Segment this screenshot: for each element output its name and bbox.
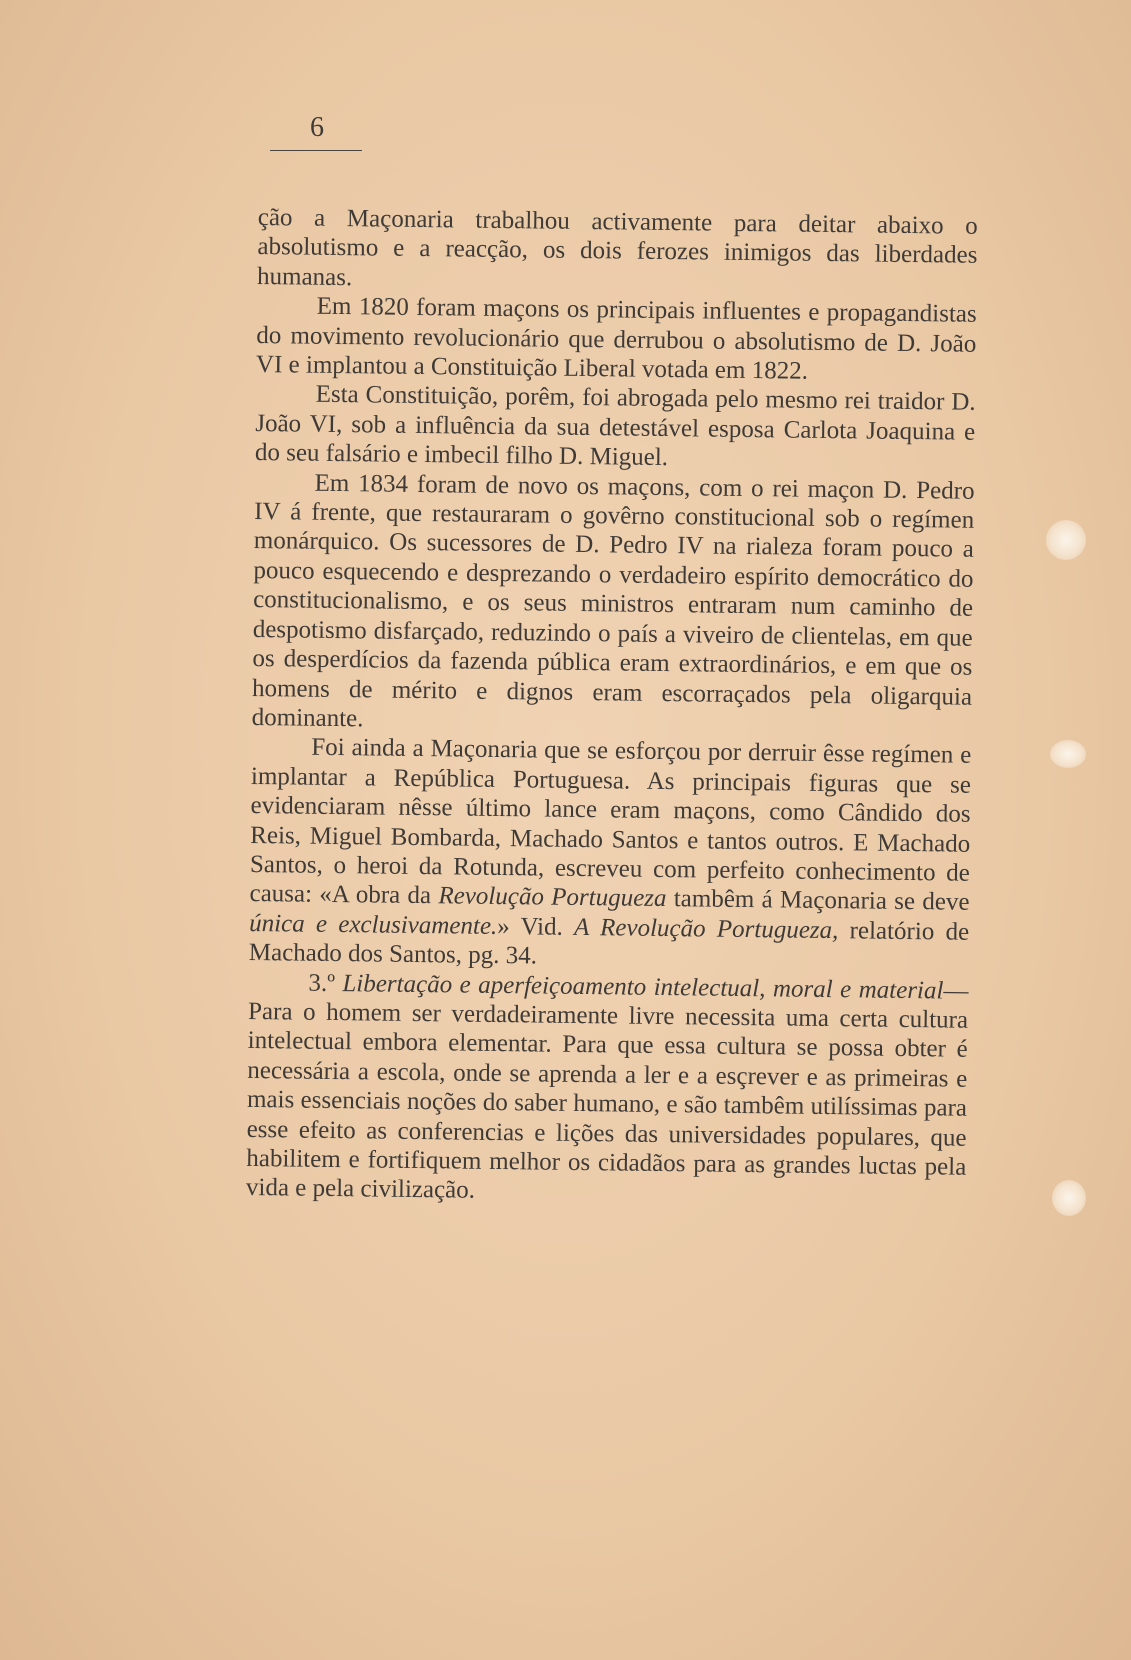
text-segment: Foi ainda a Maçonaria que se esforçou por derruir êsse regímen e implantar a República Portuguesa. As principais figuras que se evidenciaram nêsse último lance eram maçons, como Cândido dos Reis, Miguel Bombarda, Machado Santos e tantos outros. E Machado Santos, o heroi da Rotunda, escreveu com perfeito conhecimento de causa: «A obra da — [249, 734, 972, 910]
paragraph — [246, 968, 969, 1212]
body-text — [246, 203, 978, 1212]
text-segment: 3.º — [308, 969, 343, 997]
text-segment: —Para o homem ser verdadeiramente livre necessita uma certa cultura intelectual embora elementar. Para que essa cultura se possa obter é necessária a escola, onde se aprenda a ler e a esçrever e as primeiras e mais essenciais noções do saber humano, e são tambêm utilíssimas para esse efeito as conferencias e lições das universidades populares, que habilitem e fortifiquem melhor os cidadãos para as grandes luctas pela vida e pela civilização. — [245, 976, 969, 1205]
paragraph — [249, 732, 972, 976]
page-number-rule — [270, 150, 362, 151]
text-segment: Esta Constituição, porêm, foi abrogada pelo mesmo rei traidor D. João VI, sob a influência da sua detestável esposa Carlota Joaquina e do seu falsário e imbecil filho D. Miguel. — [254, 381, 976, 472]
paragraph — [252, 468, 975, 741]
text-segment: relatório de Machado dos Santos, pg. 34. — [248, 916, 970, 970]
paragraph — [255, 379, 976, 476]
paper-stain — [1050, 740, 1086, 768]
paragraph — [257, 203, 978, 300]
italic-text: Revolução Portugueza — [438, 882, 667, 913]
italic-text: A Revolução Portugueza, — [573, 913, 839, 944]
text-segment: Em 1834 foram de novo os maçons, com o rei maçon D. Pedro IV á frente, que restauraram o govêrno constitucional sob o regímen monárquico. Os sucessores de D. Pedro IV na rialeza foram pouco a pouco esquecendo e desprezando o verdadeiro espírito democrático do constitucionalismo, e os seus ministros entraram num caminho de despotismo disfarçado, reduzindo o país a viveiro de clientelas, em que os desperdícios da fazenda pública eram extraordinários, e em que os homens de mérito e dignos eram escorraçados pela oligarquia dominante. — [251, 469, 975, 733]
italic-text: Libertação e aperfeiçoamento intelectual, moral e material — [342, 969, 944, 1004]
paper-stain — [1046, 520, 1086, 560]
page-number: 6 — [310, 112, 325, 143]
italic-text: única e exclusivamente. — [249, 909, 498, 940]
paper-stain — [1052, 1180, 1086, 1216]
text-segment: ção a Maçonaria trabalhou activamente para deitar abaixo o absolutismo e a reacção, os dois ferozes inimigos das liberdades humanas. — [256, 203, 978, 291]
text-segment: » Vid. — [497, 912, 575, 941]
text-segment: Em 1820 foram maçons os principais influentes e propagandistas do movimento revolucionário que derrubou o absolutismo de D. João VI e implantou a Constituição Liberal votada em 1822. — [255, 292, 977, 385]
paragraph — [256, 291, 977, 388]
text-segment: tambêm á Maçonaria se deve — [666, 885, 970, 917]
